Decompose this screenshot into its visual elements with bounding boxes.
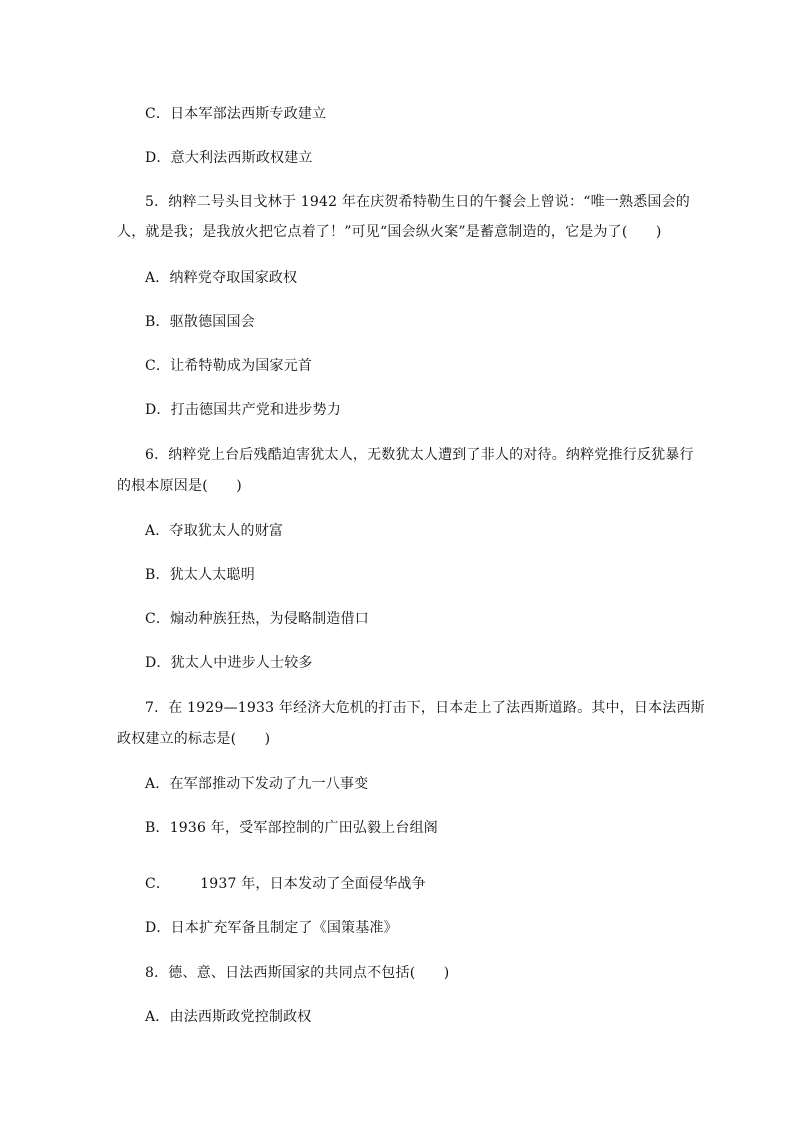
- question-6-line-2: 的根本原因是( ): [117, 478, 242, 494]
- option-c-q7: [145, 874, 426, 894]
- option-a-q5: A．纳粹党夺取国家政权: [145, 270, 298, 286]
- option-d-q4: D．意大利法西斯政权建立: [145, 150, 313, 166]
- question-7-line-1: 7．在 1929—1933 年经济大危机的打击下，日本走上了法西斯道路。其中，日本法西斯: [145, 700, 705, 716]
- option-d-q6: D．犹太人中进步人士较多: [145, 655, 313, 671]
- option-b-q6: B．犹太人太聪明: [145, 567, 255, 583]
- option-c-q6: C．煽动种族狂热，为侵略制造借口: [145, 611, 369, 627]
- question-5-line-2: 人，就是我；是我放火把它点着了！”可见“国会纵火案”是蓄意制造的，它是为了( ): [117, 224, 662, 240]
- question-8-line-1: 8．德、意、日法西斯国家的共同点不包括( ): [145, 965, 450, 981]
- option-d-q7: D．日本扩充军备且制定了《国策基准》: [145, 920, 398, 936]
- option-a-q7: A．在军部推动下发动了九一八事变: [145, 776, 369, 792]
- option-c-q5: C．让希特勒成为国家元首: [145, 358, 313, 374]
- option-c-q4: C．日本军部法西斯专政建立: [145, 106, 327, 122]
- question-5-line-1: 5．纳粹二号头目戈林于 1942 年在庆贺希特勒生日的午餐会上曾说：“唯一熟悉国会的: [145, 194, 690, 210]
- option-c-q7-text: 1937 年，日本发动了全面侵华战争: [200, 876, 426, 892]
- question-6-line-1: 6．纳粹党上台后残酷迫害犹太人，无数犹太人遭到了非人的对待。纳粹党推行反犹暴行: [145, 447, 694, 463]
- question-7-line-2: 政权建立的标志是( ): [117, 731, 271, 747]
- option-a-q8: A．由法西斯政党控制政权: [145, 1009, 312, 1025]
- option-d-q5: D．打击德国共产党和进步势力: [145, 402, 342, 418]
- option-b-q7: B．1936 年，受军部控制的广田弘毅上台组阁: [145, 820, 438, 836]
- option-b-q5: B．驱散德国国会: [145, 314, 255, 330]
- option-c-q7-letter: C．: [145, 876, 171, 892]
- option-a-q6: A．夺取犹太人的财富: [145, 523, 284, 539]
